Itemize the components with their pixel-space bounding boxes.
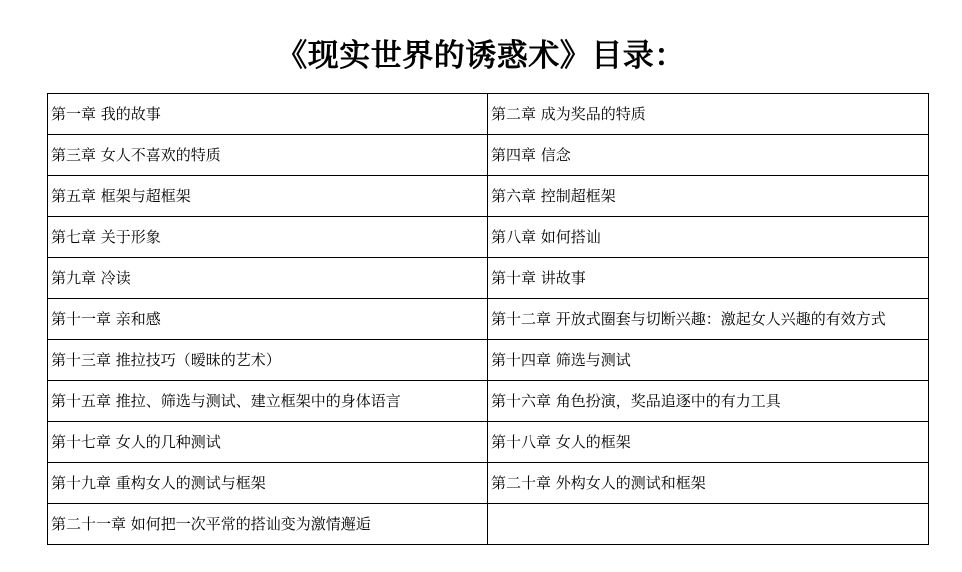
chapter-cell: 第九章 冷读 xyxy=(48,258,488,299)
chapter-cell: 第八章 如何搭讪 xyxy=(488,217,929,258)
chapter-cell: 第十一章 亲和感 xyxy=(48,299,488,340)
empty-cell xyxy=(488,504,929,545)
table-row xyxy=(48,299,929,340)
table-row xyxy=(48,94,929,135)
table-row xyxy=(48,135,929,176)
chapter-cell: 第十五章 推拉、筛选与测试、建立框架中的身体语言 xyxy=(48,381,488,422)
chapter-cell: 第十章 讲故事 xyxy=(488,258,929,299)
chapter-cell: 第十三章 推拉技巧（暧昧的艺术） xyxy=(48,340,488,381)
chapter-cell: 第十九章 重构女人的测试与框架 xyxy=(48,463,488,504)
chapter-cell: 第六章 控制超框架 xyxy=(488,176,929,217)
table-row xyxy=(48,422,929,463)
chapter-cell: 第十七章 女人的几种测试 xyxy=(48,422,488,463)
chapter-cell: 第二章 成为奖品的特质 xyxy=(488,94,929,135)
chapter-cell: 第二十一章 如何把一次平常的搭讪变为激情邂逅 xyxy=(48,504,488,545)
chapter-cell: 第十二章 开放式圈套与切断兴趣：激起女人兴趣的有效方式 xyxy=(488,299,929,340)
chapter-cell: 第四章 信念 xyxy=(488,135,929,176)
chapter-cell: 第三章 女人不喜欢的特质 xyxy=(48,135,488,176)
table-row xyxy=(48,504,929,545)
table-row xyxy=(48,340,929,381)
table-row xyxy=(48,463,929,504)
table-of-contents xyxy=(47,93,929,545)
document-title: 《现实世界的诱惑术》目录： xyxy=(276,38,686,74)
table-row xyxy=(48,381,929,422)
chapter-cell: 第二十章 外构女人的测试和框架 xyxy=(488,463,929,504)
chapter-cell: 第十六章 角色扮演，奖品追逐中的有力工具 xyxy=(488,381,929,422)
chapter-cell: 第十八章 女人的框架 xyxy=(488,422,929,463)
table-row xyxy=(48,176,929,217)
chapter-cell: 第七章 关于形象 xyxy=(48,217,488,258)
chapter-cell: 第十四章 筛选与测试 xyxy=(488,340,929,381)
table-row xyxy=(48,258,929,299)
chapter-cell: 第一章 我的故事 xyxy=(48,94,488,135)
table-row xyxy=(48,217,929,258)
chapter-cell: 第五章 框架与超框架 xyxy=(48,176,488,217)
